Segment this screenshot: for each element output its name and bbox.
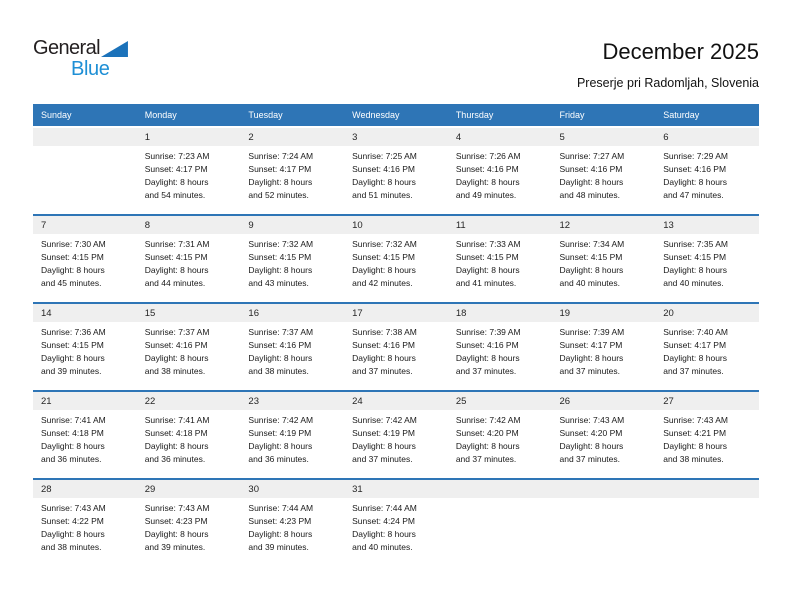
day-number: 14 — [41, 308, 52, 319]
page-title: December 2025 — [602, 39, 759, 64]
day-number: 6 — [663, 132, 669, 143]
day-number: 3 — [352, 132, 358, 143]
day-info-line: Daylight: 8 hours — [559, 441, 624, 451]
calendar-day-cell — [655, 234, 759, 290]
day-info-line: Sunrise: 7:37 AM — [144, 327, 210, 337]
day-info-line: Daylight: 8 hours — [352, 353, 416, 363]
calendar-day-cell — [448, 234, 552, 290]
calendar-day-cell — [552, 498, 656, 554]
day-info-line: Sunrise: 7:32 AM — [352, 239, 417, 249]
day-info-line: Sunrise: 7:33 AM — [455, 239, 521, 249]
day-info-line: and 36 minutes. — [41, 454, 102, 464]
day-number: 28 — [41, 484, 52, 495]
day-info-line: and 54 minutes. — [144, 190, 206, 200]
day-number: 23 — [248, 396, 259, 407]
day-info-line: Daylight: 8 hours — [144, 441, 209, 451]
day-number: 25 — [455, 396, 467, 407]
day-number: 8 — [144, 220, 150, 231]
calendar-week-row — [33, 478, 759, 566]
day-info-line: Sunset: 4:15 PM — [559, 252, 623, 262]
calendar-day-cell — [655, 498, 759, 554]
day-info-line: Sunrise: 7:39 AM — [455, 327, 521, 337]
day-info-line: and 48 minutes. — [559, 190, 620, 200]
day-info-line: and 42 minutes. — [352, 278, 413, 288]
calendar-day-cell — [552, 322, 656, 378]
day-of-week-header-row — [33, 104, 759, 126]
calendar-day-cell — [344, 498, 448, 554]
day-info-line: Sunrise: 7:41 AM — [144, 415, 210, 425]
day-number — [552, 480, 656, 498]
day-info-line: Daylight: 8 hours — [663, 265, 728, 275]
day-detail-band — [33, 146, 759, 202]
day-info-line: Sunrise: 7:43 AM — [663, 415, 728, 425]
day-info-line: and 51 minutes. — [352, 190, 413, 200]
day-number: 4 — [455, 132, 462, 143]
day-info-line: and 38 minutes. — [144, 366, 206, 376]
day-info-line: Sunset: 4:23 PM — [248, 516, 312, 526]
day-number: 22 — [144, 396, 156, 407]
day-info-line: Daylight: 8 hours — [248, 441, 313, 451]
day-number: 12 — [559, 220, 571, 231]
calendar-day-cell — [344, 322, 448, 378]
day-info-line: Sunset: 4:19 PM — [352, 428, 415, 438]
day-number: 10 — [352, 220, 363, 231]
day-info-line: and 43 minutes. — [248, 278, 309, 288]
calendar-day-cell — [448, 498, 552, 554]
day-info-line: Sunset: 4:23 PM — [144, 516, 208, 526]
logo-blue-text: Blue — [71, 58, 110, 80]
day-info-line: Daylight: 8 hours — [663, 177, 728, 187]
calendar-day-cell — [33, 410, 137, 466]
day-number: 30 — [248, 484, 259, 495]
day-info-line: Daylight: 8 hours — [455, 177, 520, 187]
calendar-day-cell — [344, 410, 448, 466]
day-number — [655, 480, 759, 498]
day-detail-band — [33, 498, 759, 554]
day-info-line: Sunset: 4:19 PM — [248, 428, 312, 438]
date-number-band — [33, 480, 759, 498]
day-info-line: Daylight: 8 hours — [41, 265, 105, 275]
calendar-day-cell — [137, 234, 241, 290]
day-info-line: Sunrise: 7:27 AM — [559, 151, 625, 161]
day-info-line: and 39 minutes. — [41, 366, 102, 376]
day-info-line: Sunset: 4:16 PM — [248, 340, 312, 350]
day-info-line: and 37 minutes. — [559, 366, 620, 376]
calendar-day-cell — [33, 498, 137, 554]
calendar-day-cell — [240, 322, 344, 378]
calendar-day-cell — [137, 498, 241, 554]
date-number-band — [33, 304, 759, 322]
day-info-line: Sunset: 4:15 PM — [248, 252, 312, 262]
day-info-line: and 37 minutes. — [663, 366, 724, 376]
day-info-line: Daylight: 8 hours — [248, 529, 313, 539]
day-info-line: and 40 minutes. — [352, 542, 413, 552]
calendar-day-cell — [552, 410, 656, 466]
day-info-line: Sunrise: 7:41 AM — [41, 415, 106, 425]
day-info-line: Daylight: 8 hours — [559, 353, 624, 363]
day-info-line: Daylight: 8 hours — [248, 177, 313, 187]
calendar-day-cell — [33, 146, 137, 202]
day-info-line: Sunrise: 7:34 AM — [559, 239, 625, 249]
day-number: 21 — [41, 396, 52, 407]
general-blue-logo — [33, 38, 128, 79]
day-info-line: Sunrise: 7:44 AM — [248, 503, 314, 513]
calendar-day-cell — [552, 234, 656, 290]
day-number: 24 — [352, 396, 363, 407]
day-info-line: and 47 minutes. — [663, 190, 724, 200]
calendar-day-cell — [448, 322, 552, 378]
day-info-line: and 39 minutes. — [144, 542, 206, 552]
calendar-day-cell — [655, 410, 759, 466]
calendar-day-cell — [240, 410, 344, 466]
day-info-line: Sunrise: 7:42 AM — [352, 415, 417, 425]
day-info-line: Sunset: 4:16 PM — [352, 340, 415, 350]
calendar-day-cell — [137, 322, 241, 378]
day-info-line: Daylight: 8 hours — [144, 353, 209, 363]
day-info-line: Sunset: 4:15 PM — [663, 252, 727, 262]
day-number: 2 — [248, 132, 254, 143]
day-info-line: and 38 minutes. — [663, 454, 724, 464]
day-number: 17 — [352, 308, 363, 319]
calendar-day-cell — [655, 146, 759, 202]
day-number: 27 — [663, 396, 674, 407]
day-info-line: and 44 minutes. — [144, 278, 206, 288]
calendar-week-row — [33, 126, 759, 214]
day-info-line: Daylight: 8 hours — [663, 441, 728, 451]
day-info-line: Sunrise: 7:26 AM — [455, 151, 521, 161]
day-info-line: Sunrise: 7:43 AM — [144, 503, 210, 513]
day-info-line: and 38 minutes. — [41, 542, 102, 552]
calendar-weeks — [33, 126, 759, 566]
day-info-line: Sunrise: 7:42 AM — [455, 415, 521, 425]
day-info-line: Sunset: 4:17 PM — [144, 164, 208, 174]
day-info-line: Sunset: 4:15 PM — [144, 252, 208, 262]
day-info-line: Sunset: 4:15 PM — [455, 252, 519, 262]
day-info-line: Sunset: 4:16 PM — [663, 164, 727, 174]
day-number — [448, 480, 552, 498]
calendar-day-cell — [137, 146, 241, 202]
day-header-tuesday: Tuesday — [248, 110, 283, 120]
day-info-line: and 37 minutes. — [559, 454, 620, 464]
day-info-line: Sunrise: 7:24 AM — [248, 151, 314, 161]
day-info-line: and 37 minutes. — [352, 454, 413, 464]
day-info-line: Sunrise: 7:38 AM — [352, 327, 417, 337]
day-info-line: Sunset: 4:18 PM — [41, 428, 104, 438]
calendar-day-cell — [552, 146, 656, 202]
day-info-line: Daylight: 8 hours — [41, 441, 105, 451]
day-number: 7 — [41, 220, 47, 231]
day-info-line: Sunrise: 7:29 AM — [663, 151, 728, 161]
day-info-line: and 39 minutes. — [248, 542, 309, 552]
day-number: 9 — [248, 220, 254, 231]
calendar-day-cell — [448, 410, 552, 466]
day-info-line: Sunrise: 7:25 AM — [352, 151, 417, 161]
title-block — [577, 40, 759, 90]
day-number: 15 — [144, 308, 156, 319]
calendar-day-cell — [137, 410, 241, 466]
calendar-week-row — [33, 302, 759, 390]
calendar-week-row — [33, 390, 759, 478]
day-info-line: Daylight: 8 hours — [144, 177, 209, 187]
calendar-table — [33, 104, 759, 566]
day-info-line: Sunrise: 7:23 AM — [144, 151, 210, 161]
day-number — [33, 128, 137, 146]
day-info-line: and 41 minutes. — [455, 278, 517, 288]
day-info-line: Sunrise: 7:39 AM — [559, 327, 625, 337]
day-info-line: Sunrise: 7:36 AM — [41, 327, 106, 337]
day-info-line: Sunset: 4:17 PM — [559, 340, 623, 350]
day-info-line: Daylight: 8 hours — [248, 265, 313, 275]
day-number: 16 — [248, 308, 259, 319]
day-info-line: Daylight: 8 hours — [559, 265, 624, 275]
day-info-line: Daylight: 8 hours — [41, 529, 105, 539]
day-info-line: Sunset: 4:24 PM — [352, 516, 415, 526]
day-number: 19 — [559, 308, 571, 319]
calendar-day-cell — [344, 234, 448, 290]
calendar-day-cell — [240, 234, 344, 290]
day-number: 29 — [144, 484, 156, 495]
day-header-wednesday: Wednesday — [352, 110, 400, 120]
day-info-line: Sunset: 4:17 PM — [663, 340, 727, 350]
day-info-line: Sunset: 4:16 PM — [455, 164, 519, 174]
day-info-line: Sunrise: 7:40 AM — [663, 327, 728, 337]
day-info-line: Sunrise: 7:43 AM — [41, 503, 106, 513]
day-info-line: Sunrise: 7:44 AM — [352, 503, 417, 513]
day-info-line: Daylight: 8 hours — [663, 353, 728, 363]
day-number: 1 — [144, 132, 150, 143]
day-header-saturday: Saturday — [663, 110, 700, 120]
day-header-thursday: Thursday — [455, 110, 494, 120]
calendar-day-cell — [33, 234, 137, 290]
day-header-friday: Friday — [559, 110, 585, 120]
day-info-line: Sunset: 4:16 PM — [352, 164, 415, 174]
day-info-line: Sunset: 4:16 PM — [455, 340, 519, 350]
day-info-line: Sunset: 4:16 PM — [144, 340, 208, 350]
day-info-line: Sunset: 4:21 PM — [663, 428, 727, 438]
day-info-line: Daylight: 8 hours — [455, 441, 520, 451]
day-info-line: Sunset: 4:20 PM — [455, 428, 519, 438]
day-info-line: Sunrise: 7:43 AM — [559, 415, 625, 425]
day-number: 18 — [455, 308, 467, 319]
day-info-line: and 36 minutes. — [248, 454, 309, 464]
day-info-line: Daylight: 8 hours — [144, 265, 209, 275]
day-header-sunday: Sunday — [41, 110, 72, 120]
day-detail-band — [33, 234, 759, 290]
day-info-line: Daylight: 8 hours — [352, 177, 416, 187]
day-info-line: Sunset: 4:15 PM — [352, 252, 415, 262]
day-info-line: Daylight: 8 hours — [455, 265, 520, 275]
day-info-line: and 38 minutes. — [248, 366, 309, 376]
day-info-line: Sunrise: 7:42 AM — [248, 415, 314, 425]
calendar-day-cell — [240, 498, 344, 554]
day-info-line: and 49 minutes. — [455, 190, 517, 200]
date-number-band — [33, 128, 759, 146]
day-info-line: Sunset: 4:16 PM — [559, 164, 623, 174]
day-info-line: and 40 minutes. — [559, 278, 620, 288]
day-info-line: Daylight: 8 hours — [559, 177, 624, 187]
day-info-line: Sunrise: 7:31 AM — [144, 239, 210, 249]
day-number: 13 — [663, 220, 674, 231]
day-info-line: and 37 minutes. — [352, 366, 413, 376]
day-info-line: Daylight: 8 hours — [352, 441, 416, 451]
day-detail-band — [33, 322, 759, 378]
day-info-line: and 45 minutes. — [41, 278, 102, 288]
day-info-line: Sunrise: 7:32 AM — [248, 239, 314, 249]
day-info-line: Daylight: 8 hours — [248, 353, 313, 363]
day-info-line: Sunset: 4:22 PM — [41, 516, 104, 526]
logo-general-text: General — [33, 37, 100, 59]
day-info-line: and 40 minutes. — [663, 278, 724, 288]
day-info-line: Sunrise: 7:37 AM — [248, 327, 314, 337]
day-info-line: and 37 minutes. — [455, 454, 517, 464]
day-info-line: Sunset: 4:17 PM — [248, 164, 312, 174]
day-header-monday: Monday — [144, 110, 177, 120]
day-info-line: and 37 minutes. — [455, 366, 517, 376]
day-info-line: Daylight: 8 hours — [41, 353, 105, 363]
day-number: 11 — [455, 220, 466, 231]
logo-top-row — [33, 38, 128, 58]
day-number: 5 — [559, 132, 565, 143]
day-number: 26 — [559, 396, 571, 407]
day-info-line: Sunset: 4:18 PM — [144, 428, 208, 438]
calendar-day-cell — [448, 146, 552, 202]
day-info-line: Sunrise: 7:35 AM — [663, 239, 728, 249]
day-info-line: Sunset: 4:15 PM — [41, 340, 104, 350]
date-number-band — [33, 216, 759, 234]
day-number: 31 — [352, 484, 363, 495]
day-info-line: Sunset: 4:15 PM — [41, 252, 104, 262]
page-subtitle: Preserje pri Radomljah, Slovenia — [576, 76, 759, 91]
day-number: 20 — [663, 308, 674, 319]
calendar-day-cell — [655, 322, 759, 378]
day-info-line: Sunset: 4:20 PM — [559, 428, 623, 438]
day-info-line: Daylight: 8 hours — [352, 265, 416, 275]
calendar-day-cell — [33, 322, 137, 378]
calendar-day-cell — [344, 146, 448, 202]
day-detail-band — [33, 410, 759, 466]
logo-triangle-icon — [101, 41, 128, 57]
day-info-line: Daylight: 8 hours — [352, 529, 416, 539]
day-info-line: Sunrise: 7:30 AM — [41, 239, 106, 249]
calendar-day-cell — [240, 146, 344, 202]
day-info-line: Daylight: 8 hours — [144, 529, 209, 539]
day-info-line: Daylight: 8 hours — [455, 353, 520, 363]
calendar-week-row — [33, 214, 759, 302]
day-info-line: and 36 minutes. — [144, 454, 206, 464]
date-number-band — [33, 392, 759, 410]
day-info-line: and 52 minutes. — [248, 190, 309, 200]
